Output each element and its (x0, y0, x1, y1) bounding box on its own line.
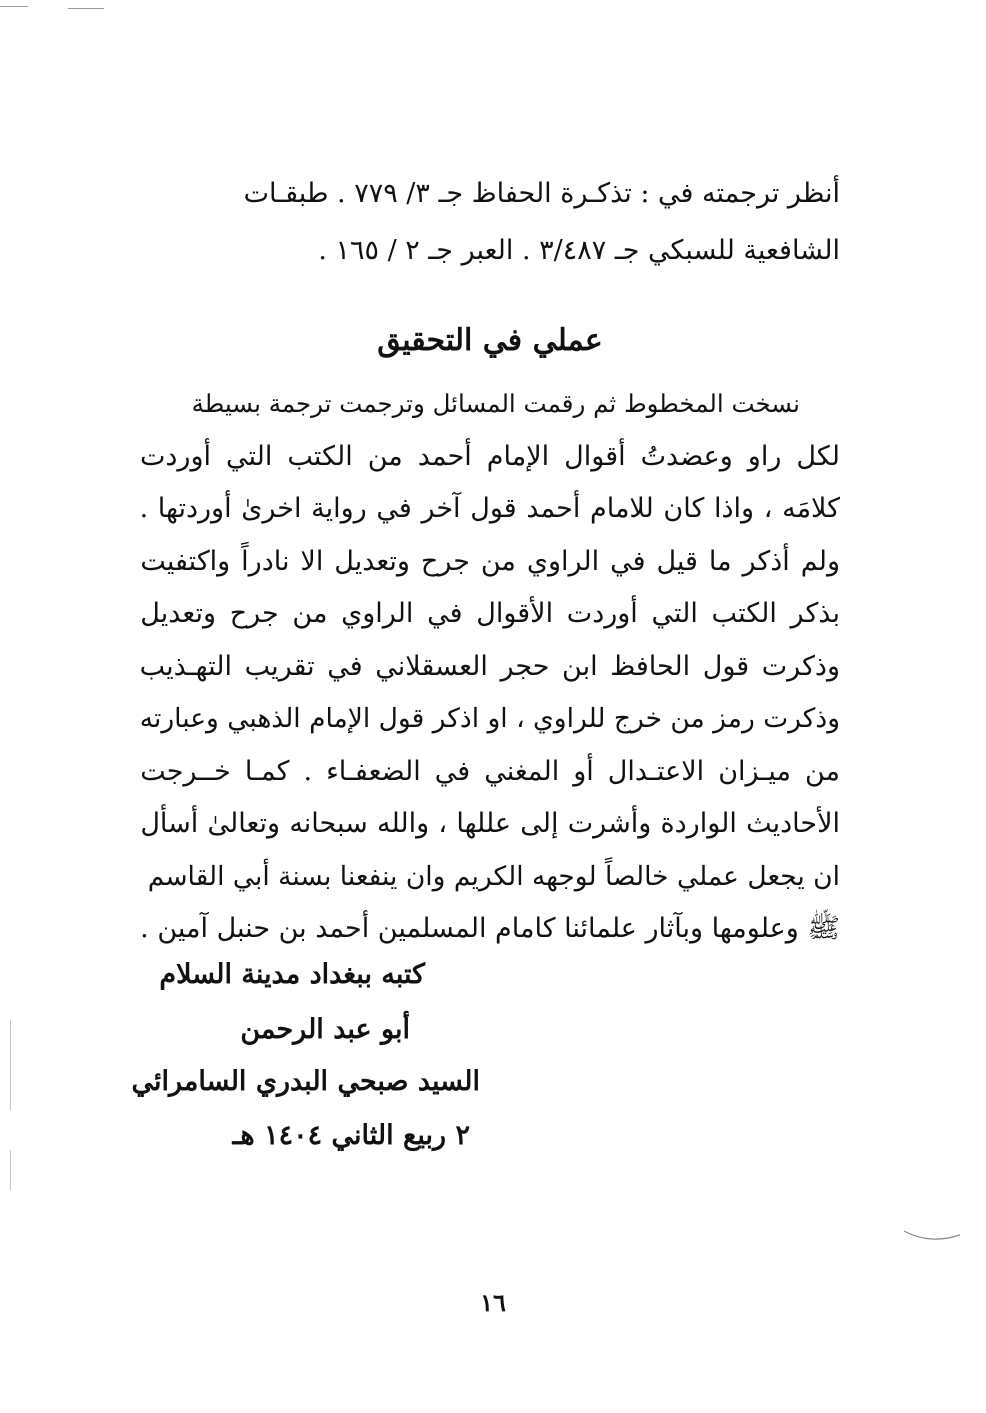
signature-date: ٢ ربيع الثاني ١٤٠٤ هـ (232, 1120, 470, 1151)
signature-kunya: أبو عبد الرحمن (240, 1014, 410, 1045)
scan-mark-left-edge-lower (10, 1150, 11, 1190)
body-line: ولم أذكر ما قيل في الراوي من جرح وتعديل الا نادراً واكتفيت (140, 545, 840, 577)
body-line: وذكرت قول الحافظ ابن حجر العسقلاني في تقريب التهـذيب (139, 650, 840, 682)
body-line: الأحاديث الواردة وأشرت إلى عللها ، والله سبحانه وتعالىٰ أسأل (140, 808, 840, 839)
scan-mark-top-left (0, 6, 28, 7)
body-paragraph (140, 378, 840, 956)
scan-mark-top (68, 8, 104, 9)
reference-note-line: أنظر ترجمته في : تذكـرة الحفاظ جـ ٣/ ٧٧٩ . طبقـات (243, 178, 840, 209)
body-line: كلامَه ، واذا كان للامام أحمد قول آخر في رواية اخرىٰ أوردتها . (139, 493, 840, 524)
section-heading: عملي في التحقيق (377, 323, 603, 358)
signature-author-name: السيد صبحي البدري السامرائي (131, 1066, 480, 1097)
scan-mark-curl (902, 1225, 962, 1245)
body-line: وذكرت رمز من خرج للراوي ، او اذكر قول الإمام الذهبي وعبارته (139, 703, 840, 734)
body-line: لكل راو وعضدتُ أقوال الإمام أحمد من الكتب التي أوردت (139, 440, 840, 472)
reference-note (140, 165, 840, 279)
body-line: ان يجعل عملي خالصاً لوجهه الكريم وان ينفعنا بسنة أبي القاسم (147, 860, 840, 892)
scan-mark-left-edge (10, 1020, 11, 1110)
reference-note-line: الشافعية للسبكي جـ ٣/٤٨٧ . العبر جـ ٢ / ١٦٥ . (318, 235, 840, 266)
page-number: ١٦ (480, 1288, 506, 1317)
body-line: نسخت المخطوط ثم رقمت المسائل وترجمت ترجمة بسيطة (191, 389, 800, 418)
signature-place: كتبه ببغداد مدينة السلام (159, 959, 425, 990)
body-line: من ميـزان الاعتـدال أو المغني في الضعفـاء . كمـا خــرجت (140, 755, 840, 787)
body-line: بذكر الكتب التي أوردت الأقوال في الراوي من جرح وتعديل (140, 598, 840, 629)
body-line: ﷺ وعلومها وبآثار علمائنا كامام المسلمين أحمد بن حنبل آمين . (140, 913, 840, 944)
